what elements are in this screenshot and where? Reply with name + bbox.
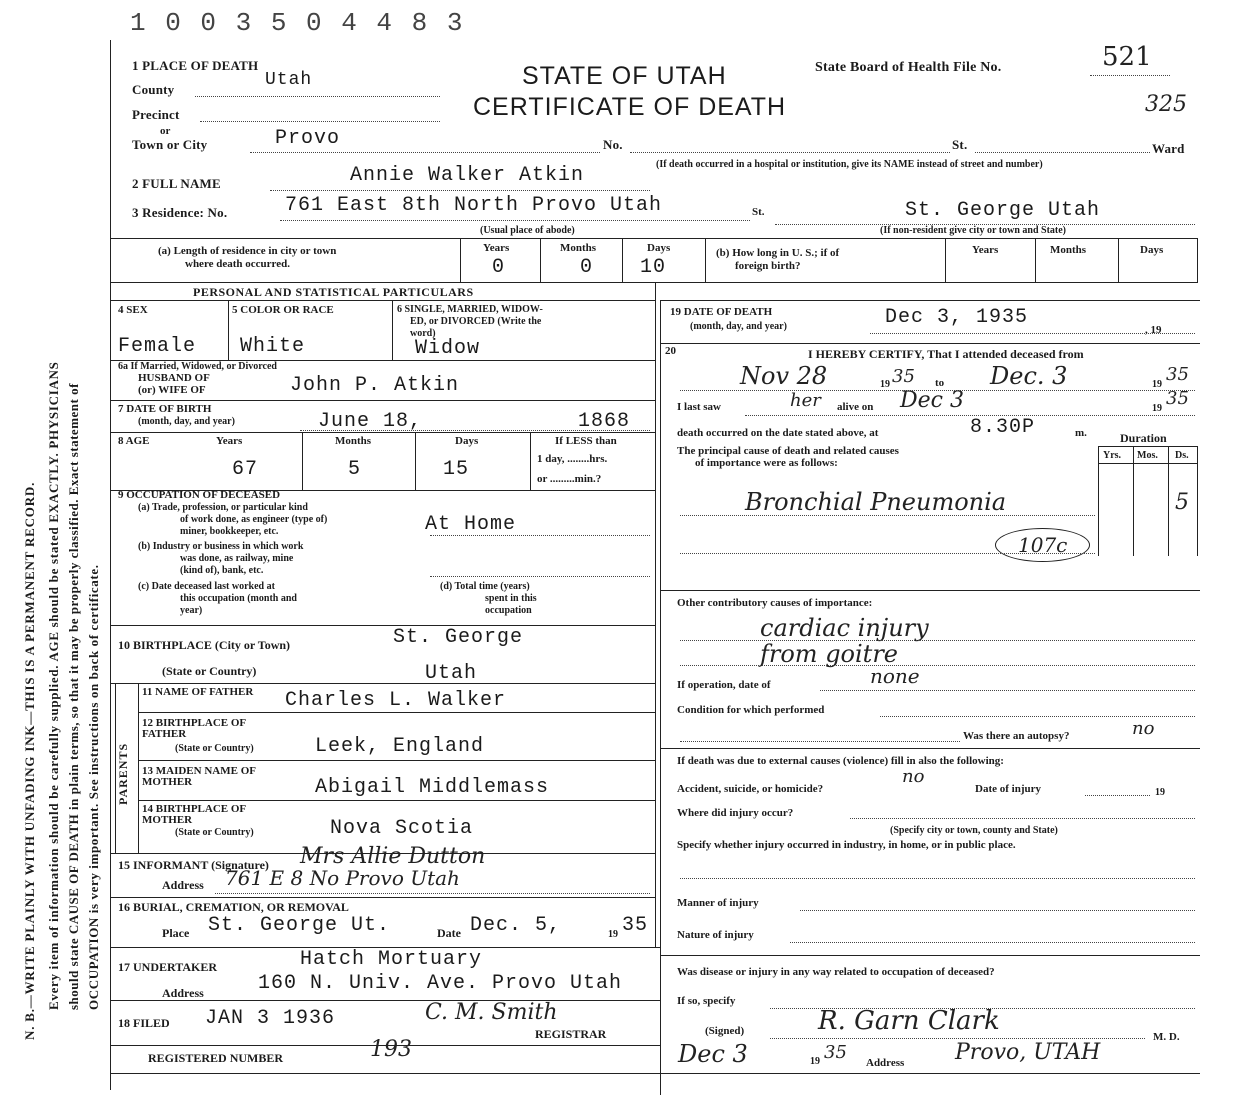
file-number-2: 325	[1145, 92, 1187, 117]
mother-bp-sub: (State or Country)	[175, 827, 254, 838]
specify-if-label: If so, specify	[677, 995, 736, 1007]
reg-number: 193	[370, 1037, 412, 1062]
us-label-a: (b) How long in U. S.; if of	[716, 247, 840, 259]
length-label-b: where death occurred.	[185, 258, 290, 270]
usual-abode-note: (Usual place of abode)	[480, 225, 575, 236]
less-label: If LESS than	[555, 435, 617, 447]
dob-year: 1868	[578, 410, 631, 433]
birthplace-city: St. George	[393, 626, 524, 649]
autopsy-value: no	[1132, 718, 1155, 739]
residence-label: 3 Residence: No.	[132, 205, 228, 220]
specify-label: Specify whether injury occurred in industry, in home, or in public place.	[677, 839, 1016, 851]
spouse-label-c: (or) WIFE OF	[138, 384, 206, 396]
color-value: White	[240, 335, 306, 358]
cause-value: Bronchial Pneumonia	[745, 488, 1007, 516]
burial-place: St. George Ut.	[208, 914, 391, 937]
occ-related-label: Was disease or injury in any way related to occupation of deceased?	[677, 966, 995, 978]
res-months: 0	[580, 256, 594, 279]
occ-c2: this occupation (month and	[180, 593, 297, 604]
birthplace-state: Utah	[425, 662, 478, 685]
place-label: 1 PLACE OF DEATH	[132, 58, 259, 73]
sign-year: 35	[824, 1042, 847, 1063]
county-label: County	[132, 82, 175, 97]
physician-signature: R. Garn Clark	[818, 1006, 1000, 1036]
burial-date-label: Date	[437, 926, 461, 940]
sign-19: 19	[810, 1056, 820, 1067]
alive-on: Dec 3	[900, 388, 964, 413]
res-years: 0	[492, 256, 506, 279]
mother-label: 13 MAIDEN NAME OF MOTHER	[142, 765, 256, 788]
accident-value: no	[902, 766, 925, 787]
parents-side-label: PARENTS	[116, 742, 130, 805]
specify-note: (Specify city or town, county and State)	[890, 825, 1058, 836]
certify-19a: 19	[880, 379, 890, 390]
external-label: If death was due to external causes (violence) fill in also the following:	[677, 755, 1004, 767]
where-injury-label: Where did injury occur?	[677, 807, 794, 819]
occ-c3: year)	[180, 605, 203, 616]
reg-number-label: REGISTERED NUMBER	[148, 1051, 284, 1065]
operation-value: none	[870, 664, 920, 688]
cause-label-2: of importance were as follows:	[695, 457, 838, 469]
county-value: Utah	[265, 70, 313, 90]
spouse-value: John P. Atkin	[290, 374, 460, 397]
undertaker-address: 160 N. Univ. Ave. Provo Utah	[258, 972, 623, 995]
filed-date: JAN 3 1936	[205, 1007, 336, 1030]
less-day: 1 day, ........hrs.	[537, 453, 608, 465]
mother-value: Abigail Middlemass	[315, 776, 550, 799]
death-date-label: 19 DATE OF DEATH	[670, 306, 773, 318]
signed-label: (Signed)	[705, 1025, 745, 1037]
serial-number: 1 0 0 3 5 0 4 4 8 3	[130, 8, 465, 38]
accident-label: Accident, suicide, or homicide?	[677, 783, 824, 795]
color-label: 5 COLOR OR RACE	[232, 304, 334, 316]
us-label-b: foreign birth?	[735, 260, 801, 272]
spouse-label-b: HUSBAND OF	[138, 372, 210, 384]
informant-label: 15 INFORMANT (Signature)	[118, 858, 269, 872]
registrar-label: REGISTRAR	[535, 1027, 607, 1041]
dur-yrs-label: Yrs.	[1103, 450, 1122, 461]
occ-a1: (a) Trade, profession, or particular kind	[138, 502, 308, 513]
marital-value: Widow	[415, 337, 481, 360]
registrar-signature: C. M. Smith	[425, 1000, 558, 1025]
occ-a2: of work done, as engineer (type of)	[180, 514, 328, 525]
side-note-3: should state CAUSE OF DEATH in plain terms, so that it may be properly classified. Exact statement of	[66, 383, 81, 1010]
certify-from: Nov 28	[740, 362, 828, 390]
sign-address-label: Address	[866, 1057, 905, 1069]
residence-st: St.	[752, 206, 765, 218]
town-value: Provo	[275, 127, 341, 150]
occ-b1: (b) Industry or business in which work	[138, 541, 304, 552]
occ-d2: spent in this	[485, 593, 537, 604]
burial-label: 16 BURIAL, CREMATION, OR REMOVAL	[118, 900, 349, 914]
age-days: 15	[443, 458, 470, 481]
alive-on-label: alive on	[837, 401, 874, 413]
last-saw-label: I last saw	[677, 401, 722, 413]
dur-mos-label: Mos.	[1137, 450, 1158, 461]
hospital-note: (If death occurred in a hospital or institution, give its NAME instead of street and number)	[656, 159, 1043, 170]
certify-to: Dec. 3	[990, 362, 1068, 390]
age-months-label: Months	[335, 435, 372, 447]
injury-19: 19	[1155, 787, 1165, 798]
other-causes-label: Other contributory causes of importance:	[677, 597, 873, 609]
informant-address: 761 E 8 No Provo Utah	[225, 866, 460, 890]
informant-address-label: Address	[162, 878, 204, 892]
cause-code: 107c	[995, 528, 1090, 562]
ward-label: Ward	[1152, 141, 1185, 156]
death-date-sub: (month, day, and year)	[690, 321, 787, 332]
occ-b3: (kind of), bank, etc.	[180, 565, 264, 576]
title-certificate: CERTIFICATE OF DEATH	[473, 93, 787, 121]
file-label: State Board of Health File No.	[815, 60, 1002, 75]
certify-to-year: 35	[1166, 364, 1189, 385]
mother-bp-value: Nova Scotia	[330, 817, 474, 840]
res-years-label: Years	[483, 242, 510, 254]
length-label-a: (a) Length of residence in city or town	[158, 245, 337, 257]
dob-label: 7 DATE OF BIRTH	[118, 403, 212, 415]
residence-value: 761 East 8th North Provo Utah	[285, 194, 663, 217]
spouse-label-a: 6a If Married, Widowed, or Divorced	[118, 361, 277, 372]
res-days-label: Days	[647, 242, 671, 254]
certify-from-year: 35	[892, 366, 915, 387]
sign-address: Provo, UTAH	[955, 1040, 1101, 1065]
certify-num: 20	[665, 345, 676, 357]
marital-label-a: 6 SINGLE, MARRIED, WIDOW-	[397, 304, 543, 315]
alive-19: 19	[1152, 403, 1162, 414]
no-label: No.	[603, 137, 623, 152]
side-note-2: Every item of information should be carefully supplied. AGE should be stated EXACTLY. PHYSICIANS	[46, 361, 61, 1010]
certify-to-label: to	[935, 377, 945, 389]
full-name-value: Annie Walker Atkin	[350, 164, 585, 187]
md-label: M. D.	[1153, 1031, 1180, 1043]
or-label: or	[160, 125, 171, 137]
dob-md: June 18,	[318, 410, 423, 433]
father-bp-value: Leek, England	[315, 735, 485, 758]
sex-label: 4 SEX	[118, 304, 148, 316]
sex-value: Female	[118, 335, 197, 358]
duration-label: Duration	[1120, 431, 1167, 445]
father-value: Charles L. Walker	[285, 689, 507, 712]
father-bp-label: 12 BIRTHPLACE OF FATHER	[142, 717, 246, 740]
certify-19b: 19	[1152, 379, 1162, 390]
nonres-note: (If non-resident give city or town and State)	[880, 225, 1067, 236]
undertaker-address-label: Address	[162, 986, 204, 1000]
occ-d1: (d) Total time (years)	[440, 581, 530, 592]
occupation-value: At Home	[425, 513, 517, 536]
occ-a3: miner, bookkeeper, etc.	[180, 526, 279, 537]
occ-b2: was done, as railway, mine	[180, 553, 294, 564]
autopsy-label: Was there an autopsy?	[963, 730, 1070, 742]
side-note-4: OCCUPATION is very important. See instructions on back of certificate.	[86, 564, 101, 1010]
occ-c1: (c) Date deceased last worked at	[138, 581, 275, 592]
age-years: 67	[232, 458, 259, 481]
full-name-label: 2 FULL NAME	[132, 176, 221, 191]
sign-date: Dec 3	[678, 1040, 748, 1068]
title-state: STATE OF UTAH	[522, 62, 727, 90]
death-year-suffix: , 19	[1145, 324, 1162, 336]
age-months: 5	[348, 458, 362, 481]
burial-place-label: Place	[162, 926, 190, 940]
us-years-label: Years	[972, 244, 999, 256]
occupation-label: 9 OCCUPATION OF DECEASED	[118, 489, 281, 501]
marital-label-c: word)	[410, 328, 436, 339]
cause-days: 5	[1175, 490, 1189, 515]
age-years-label: Years	[216, 435, 243, 447]
dob-sub: (month, day, and year)	[138, 416, 235, 427]
personal-header: PERSONAL AND STATISTICAL PARTICULARS	[193, 285, 474, 299]
file-number: 521	[1102, 42, 1152, 72]
father-label: 11 NAME OF FATHER	[142, 686, 254, 698]
left-border	[110, 40, 111, 1090]
burial-date: Dec. 5,	[470, 914, 562, 937]
nature-label: Nature of injury	[677, 929, 754, 941]
mother-bp-label: 14 BIRTHPLACE OF MOTHER	[142, 803, 246, 826]
m-label: m.	[1075, 427, 1087, 439]
filed-label: 18 FILED	[118, 1016, 170, 1030]
operation-label: If operation, date of	[677, 679, 771, 691]
undertaker-name: Hatch Mortuary	[300, 948, 483, 971]
other-cause-2: from goitre	[760, 640, 898, 668]
other-cause-1: cardiac injury	[760, 614, 929, 642]
birthplace-state-label: (State or Country)	[162, 664, 257, 678]
manner-label: Manner of injury	[677, 897, 759, 909]
side-note-1: N. B.—WRITE PLAINLY WITH UNFADING INK—THIS IS A PERMANENT RECORD.	[22, 481, 37, 1040]
res-months-label: Months	[560, 242, 597, 254]
certify-text: I HEREBY CERTIFY, That I attended deceased from	[808, 347, 1084, 361]
st-label: St.	[952, 137, 968, 152]
death-time: 8.30P	[970, 416, 1036, 439]
burial-year-prefix: 19	[608, 929, 618, 940]
us-days-label: Days	[1140, 244, 1164, 256]
age-label: 8 AGE	[118, 435, 150, 447]
death-date: Dec 3, 1935	[885, 306, 1029, 329]
condition-label: Condition for which performed	[677, 704, 825, 716]
birthplace-label: 10 BIRTHPLACE (City or Town)	[118, 638, 291, 652]
town-label: Town or City	[132, 137, 208, 152]
precinct-label: Precinct	[132, 107, 180, 122]
age-days-label: Days	[455, 435, 479, 447]
residence-other: St. George Utah	[905, 199, 1101, 222]
alive-year: 35	[1166, 388, 1189, 409]
injury-date-label: Date of injury	[975, 783, 1041, 795]
burial-year: 35	[622, 914, 649, 937]
last-saw-who: her	[790, 390, 821, 411]
father-bp-sub: (State or Country)	[175, 743, 254, 754]
undertaker-label: 17 UNDERTAKER	[118, 960, 218, 974]
less-min: or .........min.?	[537, 473, 602, 485]
informant-name: Mrs Allie Dutton	[300, 844, 486, 869]
res-days: 10	[640, 256, 667, 279]
occurred-label: death occurred on the date stated above, at	[677, 427, 879, 439]
us-months-label: Months	[1050, 244, 1087, 256]
cause-label-1: The principal cause of death and related causes	[677, 445, 899, 457]
marital-label-b: ED, or DIVORCED (Write the	[410, 316, 542, 327]
occ-d3: occupation	[485, 605, 532, 616]
dur-ds-label: Ds.	[1175, 450, 1189, 461]
